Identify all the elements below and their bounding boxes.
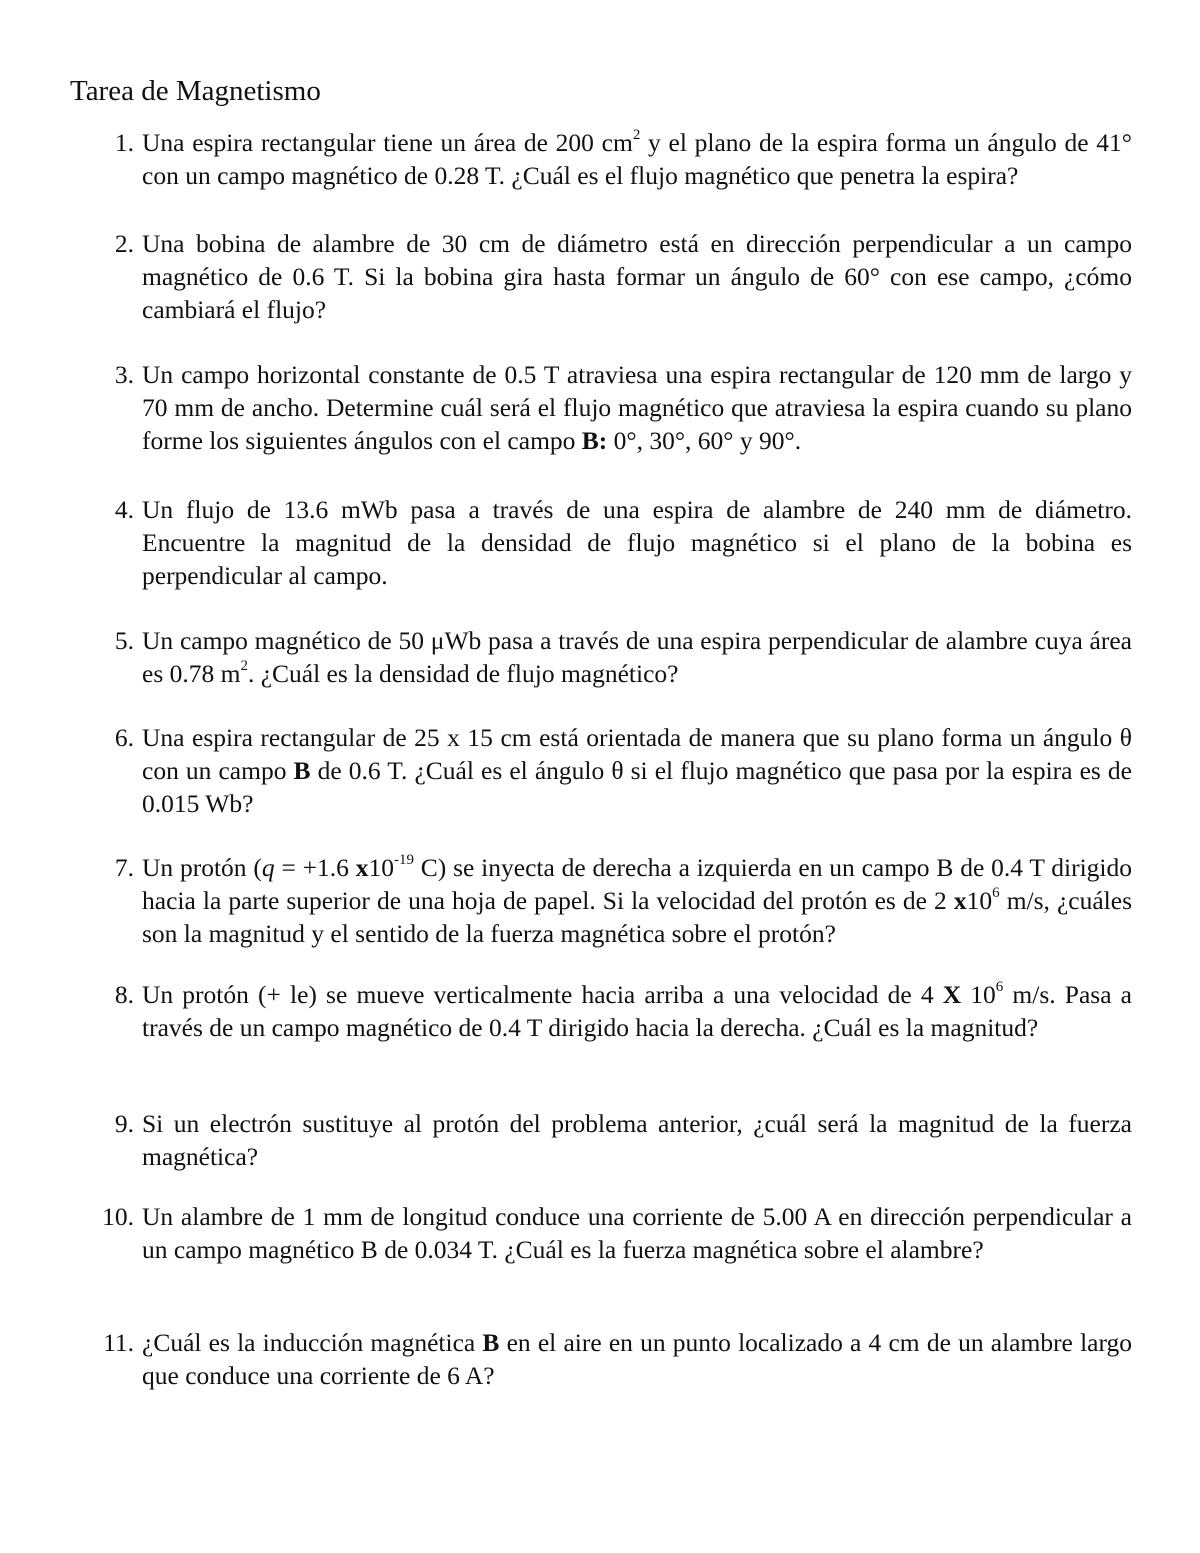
problem-text: Un campo magnético de 50 μWb pasa a través de una espira perpendicular de alambre cuya área es 0.78 $m^2$. ¿Cuál es la densidad de flujo magnético? [142,626,1132,688]
problem-text: ¿Cuál es la inducción magnética B en el aire en un punto localizado a 4 cm de un alambre largo que conduce una corriente de 6 A? [142,1328,1132,1390]
problem-number: 4. [114,495,134,524]
problem-4 [114,493,1132,592]
problem-number: 5. [114,626,134,655]
problem-text: Una espira rectangular tiene un área de 200 $cm^2$ y el plano de la espira forma un ángulo de 41° con un campo magnético de 0.28 T. ¿Cuál es el flujo magnético que penetra la espira? [142,126,1132,190]
problem-text: Un protón (q = +1.6 $x10^{-19}$ C) se inyecta de derecha a izquierda en un campo B de 0.4 T dirigido hacia la parte superior de una hoja de papel. Si la velocidad del protón es de 2 $x10^6$ m/s, ¿cuáles son la magnitud y el sentido de la fuerza magnética sobre el protón? [142,851,1133,948]
problem-1 [114,126,1132,192]
problem-number: 11. [103,1328,134,1357]
problem-number: 9. [114,1109,134,1138]
problem-text: Un protón (+ le) se mueve verticalmente hacia arriba a una velocidad de 4 X $10^6$ m/s. Pasa a través de un campo magnético de 0.4 T dirigido hacia la derecha. ¿Cuál es la magnitud? [142,978,1132,1042]
problem-10 [102,1200,1132,1266]
problem-number: 8. [114,980,134,1009]
problem-number: 10. [102,1202,134,1231]
problem-8 [114,978,1132,1044]
problem-number: 6. [114,723,134,752]
problem-text: Un campo horizontal constante de 0.5 T atraviesa una espira rectangular de 120 mm de largo y 70 mm de ancho. Determine cuál será el flujo magnético que atraviesa la espira cuando su plano forme los siguientes ángulos con el campo B: 0°, 30°, 60° y 90°. [142,360,1132,455]
problem-9 [114,1107,1132,1173]
problem-text: Una espira rectangular de 25 x 15 cm está orientada de manera que su plano forma un ángulo θ con un campo B de 0.6 T. ¿Cuál es el ángulo θ si el flujo magnético que pasa por la espira es de 0.015 Wb? [142,723,1132,818]
document-title: Tarea de Magnetismo [70,75,321,107]
problem-7 [114,851,1133,950]
problem-3 [114,358,1132,457]
problem-11 [103,1326,1132,1392]
problem-text: Una bobina de alambre de 30 cm de diámetro está en dirección perpendicular a un campo magnético de 0.6 T. Si la bobina gira hasta formar un ángulo de 60° con ese campo, ¿cómo cambiará el flujo? [142,229,1132,324]
problem-5 [114,624,1132,690]
problem-number: 2. [114,229,134,258]
problem-number: 7. [114,853,134,882]
problem-text: Si un electrón sustituye al protón del problema anterior, ¿cuál será la magnitud de la fuerza magnética? [142,1109,1132,1171]
problem-number: 3. [114,360,134,389]
problem-text: Un alambre de 1 mm de longitud conduce una corriente de 5.00 A en dirección perpendicular a un campo magnético B de 0.034 T. ¿Cuál es la fuerza magnética sobre el alambre? [142,1202,1132,1264]
problem-text: Un flujo de 13.6 mWb pasa a través de una espira de alambre de 240 mm de diámetro. Encuentre la magnitud de la densidad de flujo magnético si el plano de la bobina es perpendicular al campo. [142,495,1132,590]
problem-6 [114,721,1132,820]
problem-2 [114,227,1132,326]
problem-number: 1. [114,128,134,157]
